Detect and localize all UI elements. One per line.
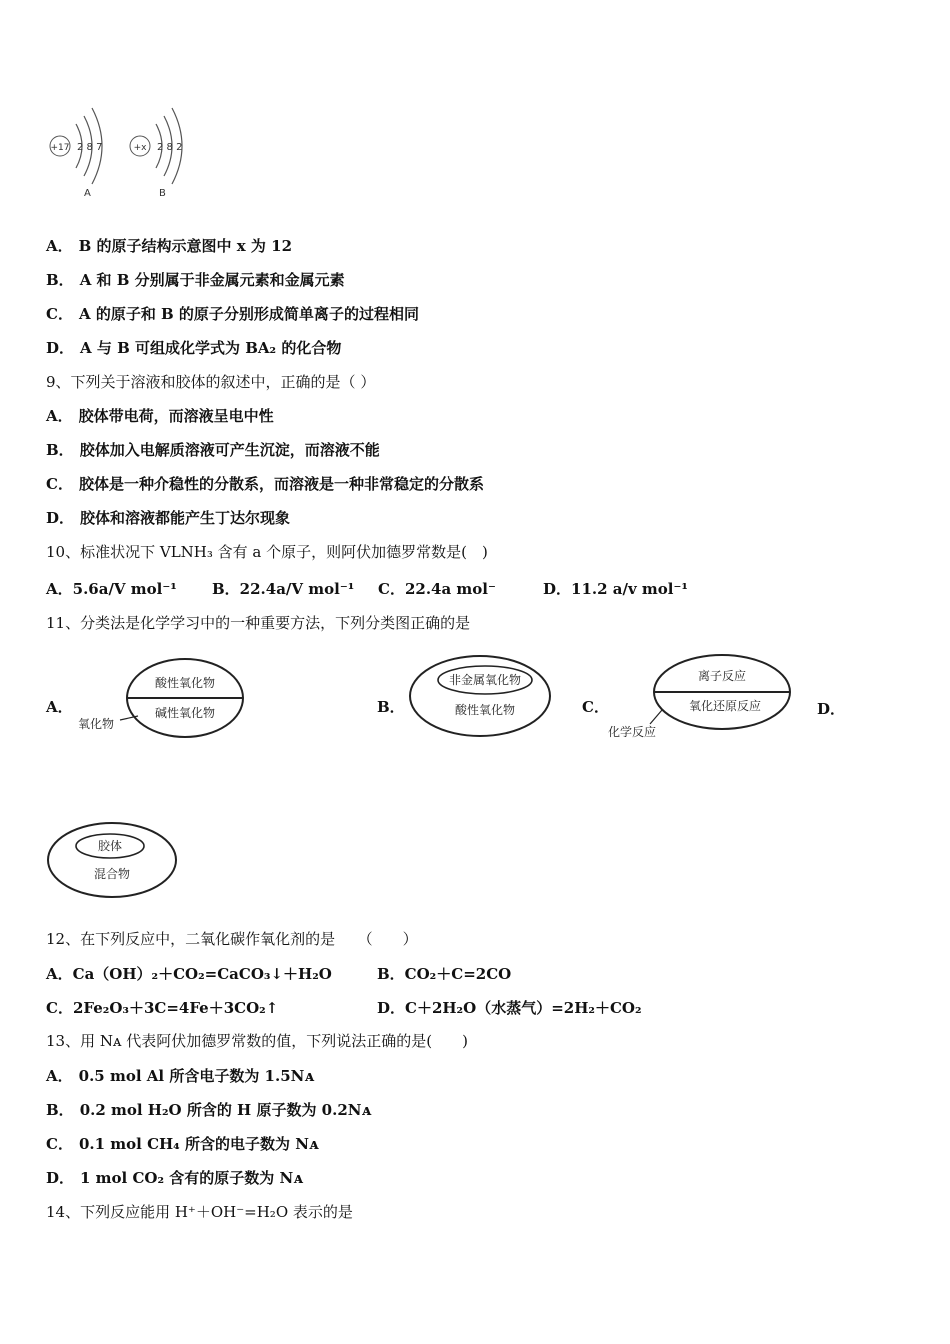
diagram-c-bottom: 氧化还原反应 — [688, 699, 762, 713]
q13-option-b: B． 0.2 mol H₂O 所含的 H 原子数为 0.2Nᴀ — [46, 1101, 372, 1119]
atom-a-nucleus: +17 — [50, 143, 70, 153]
q9-option-c: C． 胶体是一种介稳性的分散系，而溶液是一种非常稳定的分散系 — [46, 475, 484, 493]
q12-stem: 12、在下列反应中，二氧化碳作氧化剂的是 （ ） — [46, 930, 418, 948]
q9-stem: 9、下列关于溶液和胶体的叙述中，正确的是（ ） — [46, 373, 376, 391]
diagram-c-outer: 化学反应 — [608, 725, 657, 739]
q8-option-b: B． A 和 B 分别属于非金属元素和金属元素 — [46, 271, 345, 289]
atom-structure-diagram — [44, 104, 204, 204]
atom-b-nucleus: +x — [133, 143, 147, 153]
q10-option-c: C．22.4a mol⁻ — [378, 580, 496, 598]
atom-a — [50, 108, 102, 199]
q9-option-a: A． 胶体带电荷，而溶液呈电中性 — [46, 407, 274, 425]
q8-option-c: C． A 的原子和 B 的原子分别形成简单离子的过程相同 — [46, 305, 419, 323]
q11-diagram-d — [44, 820, 180, 902]
diagram-d-inner: 胶体 — [97, 839, 123, 853]
diagram-b-inner: 非金属氧化物 — [448, 673, 522, 687]
q9-option-b: B． 胶体加入电解质溶液可产生沉淀，而溶液不能 — [46, 441, 380, 459]
q11-option-c-label: C． — [582, 698, 609, 716]
q11-stem: 11、分类法是化学学习中的一种重要方法，下列分类图正确的是 — [46, 614, 471, 632]
q12-option-b: B．CO₂＋C=2CO — [377, 965, 512, 983]
diagram-b-outer: 酸性氧化物 — [454, 703, 516, 717]
q10-option-a: A．5.6a/V mol⁻¹ — [46, 580, 177, 598]
q10-option-b: B．22.4a/V mol⁻¹ — [212, 580, 355, 598]
q8-option-d: D． A 与 B 可组成化学式为 BA₂ 的化合物 — [46, 339, 342, 357]
q9-option-d: D． 胶体和溶液都能产生丁达尔现象 — [46, 509, 291, 527]
q13-option-d: D． 1 mol CO₂ 含有的原子数为 Nᴀ — [46, 1169, 303, 1187]
q11-diagram-a — [70, 652, 250, 742]
diagram-c-top: 离子反应 — [697, 669, 747, 683]
q13-option-a: A． 0.5 mol Al 所含电子数为 1.5Nᴀ — [46, 1067, 314, 1085]
q12-option-c: C．2Fe₂O₃＋3C=4Fe＋3CO₂↑ — [46, 999, 279, 1017]
q11-option-d-label: D． — [817, 700, 846, 718]
q11-option-b-label: B． — [377, 698, 405, 716]
q13-option-c: C． 0.1 mol CH₄ 所含的电子数为 Nᴀ — [46, 1135, 319, 1153]
atom-a-label: A — [84, 188, 91, 199]
diagram-a-bottom: 碱性氧化物 — [154, 706, 216, 720]
q8-option-a: A． B 的原子结构示意图中 x 为 12 — [46, 237, 293, 255]
q12-option-d: D．C＋2H₂O（水蒸气）=2H₂＋CO₂ — [377, 999, 642, 1017]
q14-stem: 14、下列反应能用 H⁺＋OH⁻=H₂O 表示的是 — [46, 1203, 353, 1221]
q11-diagram-c — [600, 650, 800, 745]
atom-b-shells: 2 8 2 — [157, 142, 183, 153]
diagram-a-outer: 氧化物 — [78, 717, 115, 731]
atom-b-label: B — [159, 188, 166, 199]
q10-stem: 10、标准状况下 VLNH₃ 含有 a 个原子，则阿伏加德罗常数是( ) — [46, 543, 488, 561]
atom-b — [130, 108, 182, 199]
atom-a-shells: 2 8 7 — [77, 142, 103, 153]
q11-diagram-b — [405, 652, 555, 742]
q12-option-a: A．Ca（OH）₂＋CO₂=CaCO₃↓＋H₂O — [46, 965, 332, 983]
diagram-a-top: 酸性氧化物 — [154, 676, 216, 690]
q13-stem: 13、用 Nᴀ 代表阿伏加德罗常数的值，下列说法正确的是( ) — [46, 1032, 468, 1050]
q11-option-a-label: A． — [46, 698, 73, 716]
q10-option-d: D．11.2 a/v mol⁻¹ — [543, 580, 688, 598]
diagram-d-outer: 混合物 — [93, 867, 131, 881]
